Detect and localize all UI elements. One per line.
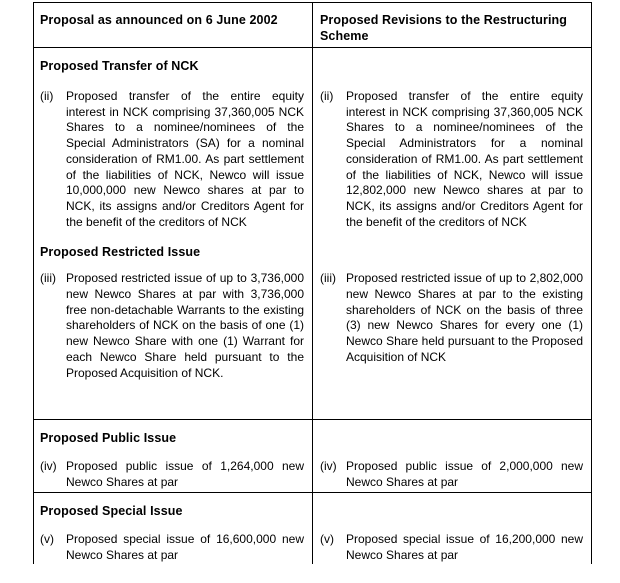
header-revised-label: Proposed Revisions to the Restructuring Scheme bbox=[320, 13, 567, 43]
list-marker-iv: (iv) bbox=[40, 459, 57, 473]
cell-revised-transfer-restricted bbox=[313, 48, 591, 419]
table-row-special-issue bbox=[34, 492, 591, 564]
list-item-revised-ii bbox=[320, 89, 583, 230]
cell-revised-public-issue bbox=[313, 420, 591, 492]
section-heading-proposed-special-issue: Proposed Special Issue bbox=[40, 504, 183, 518]
revised-restricted-issue-text: Proposed restricted issue of up to 2,802,000 new Newco Shares at par to the existing shareholders of NCK on the basis of three (3) new Newco Shares for every one (1) Newco Share held pursuant to the Proposed Acquisition of NCK bbox=[346, 271, 583, 364]
list-marker-ii: (ii) bbox=[320, 89, 334, 103]
cell-revised-special-issue bbox=[313, 493, 591, 564]
list-marker-iii: (iii) bbox=[320, 271, 336, 286]
list-item-revised-iii bbox=[320, 271, 583, 365]
table-header-row bbox=[34, 3, 591, 47]
list-marker-ii: (ii) bbox=[40, 89, 54, 103]
header-cell-original-proposal bbox=[34, 3, 313, 47]
list-item-revised-v bbox=[320, 532, 583, 563]
cell-original-public-issue bbox=[34, 420, 313, 492]
list-marker-iii: (iii) bbox=[40, 271, 56, 286]
section-heading-proposed-restricted-issue: Proposed Restricted Issue bbox=[40, 245, 201, 260]
section-heading-proposed-public-issue: Proposed Public Issue bbox=[40, 431, 177, 445]
section-heading-proposed-transfer: Proposed Transfer of NCK bbox=[40, 59, 199, 73]
table-row-public-issue bbox=[34, 419, 591, 492]
revised-public-issue-text: Proposed public issue of 2,000,000 new Newco Shares at par bbox=[346, 459, 583, 489]
cell-original-special-issue bbox=[34, 493, 313, 564]
table-row-transfer-and-restricted bbox=[34, 47, 591, 419]
list-item-original-v bbox=[40, 532, 304, 563]
original-public-issue-text: Proposed public issue of 1,264,000 new Newco Shares at par bbox=[66, 459, 304, 489]
original-special-issue-text: Proposed special issue of 16,600,000 new Newco Shares at par bbox=[66, 532, 304, 562]
list-marker-v: (v) bbox=[40, 532, 54, 546]
cell-original-transfer-restricted bbox=[34, 48, 313, 419]
list-item-original-iv bbox=[40, 459, 304, 490]
list-item-original-ii bbox=[40, 89, 304, 230]
list-item-revised-iv bbox=[320, 459, 583, 490]
revised-transfer-text: Proposed transfer of the entire equity interest in NCK comprising 37,360,005 NCK Shares to a nominee/nominees of the Special Administrators for a nominal consideration of RM1.00. As part settlement of the liabilities of NCK, Newco will issue 12,802,000 new Newco shares at par to NCK, its assigns and/or Creditors Agent for the benefit of the creditors of NCK bbox=[346, 89, 583, 229]
list-marker-v: (v) bbox=[320, 532, 334, 546]
header-cell-revised-proposal bbox=[313, 3, 591, 47]
header-original-label: Proposal as announced on 6 June 2002 bbox=[40, 13, 278, 27]
original-transfer-text: Proposed transfer of the entire equity interest in NCK comprising 37,360,005 NCK Shares to a nominee/nominees of the Special Administrators (SA) for a nominal consideration of RM1.00. As part settlement of the liabilities of NCK, Newco will issue 10,000,000 new Newco shares at par to NCK, its assigns and/or Creditors Agent for the benefit of the creditors of NCK bbox=[66, 89, 304, 229]
proposal-comparison-table bbox=[33, 2, 592, 564]
revised-special-issue-text: Proposed special issue of 16,200,000 new Newco Shares at par bbox=[346, 532, 583, 562]
list-item-original-iii bbox=[40, 271, 304, 381]
list-marker-iv: (iv) bbox=[320, 459, 337, 473]
original-restricted-issue-text: Proposed restricted issue of up to 3,736,000 new Newco Shares at par with 3,736,000 free non-detachable Warrants to the existing shareholders of NCK on the basis of one (1) new Newco Share with one (1) Warrant for each Newco Share held pursuant to the Proposed Acquisition of NCK. bbox=[66, 271, 304, 380]
